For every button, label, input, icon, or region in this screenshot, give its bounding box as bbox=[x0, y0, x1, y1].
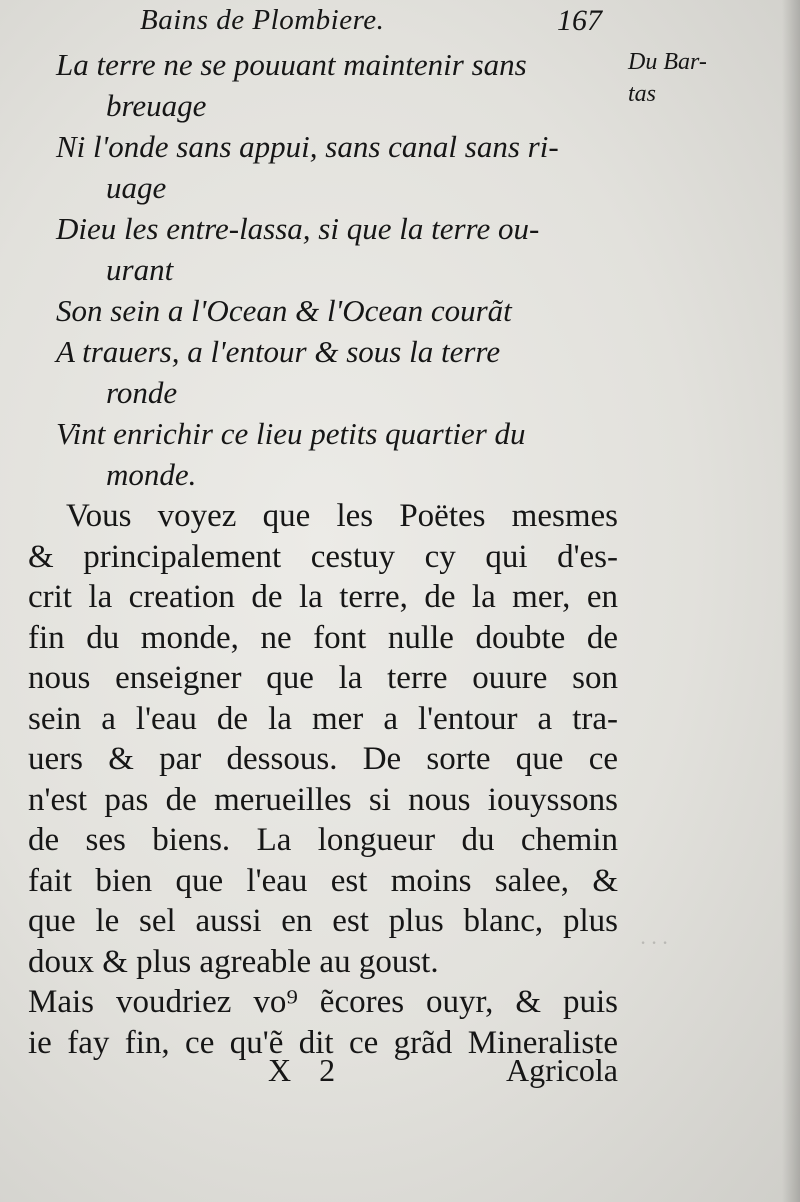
verse-line: ronde bbox=[106, 375, 178, 410]
page-gutter-shadow bbox=[782, 0, 800, 1202]
prose-line: Mais voudriez vo⁹ ẽcores ouyr, & puis bbox=[28, 984, 618, 1020]
page-header bbox=[140, 4, 610, 44]
verse-line: Vint enrichir ce lieu petits quartier du bbox=[56, 416, 526, 451]
prose-line: nous enseigner que la terre ouure son bbox=[28, 660, 618, 696]
verse-line: A trauers, a l'entour & sous la terre bbox=[56, 334, 501, 369]
prose-line: de ses biens. La longueur du chemin bbox=[28, 822, 618, 858]
verse-quotation bbox=[56, 44, 626, 495]
prose-line: & principalement cestuy cy qui d'es- bbox=[28, 538, 618, 575]
verse-line: uage bbox=[106, 170, 167, 205]
signature-mark: X 2 bbox=[268, 1052, 346, 1088]
prose-line: uers & par dessous. De sorte que ce bbox=[28, 741, 618, 777]
prose-line: fin du monde, ne font nulle doubte de bbox=[28, 619, 618, 656]
verse-line: Ni l'onde sans appui, sans canal sans ri- bbox=[56, 129, 559, 164]
catchword: Agricola bbox=[506, 1052, 618, 1088]
prose-line: crit la creation de la terre, de la mer, en bbox=[28, 579, 618, 615]
prose-line: sein a l'eau de la mer a l'entour a tra- bbox=[28, 700, 618, 737]
page-number: 167 bbox=[557, 4, 602, 37]
page-footer bbox=[258, 1052, 618, 1096]
verse-line: monde. bbox=[106, 457, 197, 492]
prose-line: n'est pas de merueilles si nous iouyssons bbox=[28, 781, 618, 818]
prose-line: doux & plus agreable au goust. bbox=[28, 943, 439, 980]
prose-line: Vous voyez que les Poëtes mesmes bbox=[66, 498, 618, 534]
verse-line: La terre ne se pouuant maintenir sans bbox=[56, 47, 527, 82]
prose-line: fait bien que l'eau est moins salee, & bbox=[28, 862, 618, 899]
verse-line: breuage bbox=[106, 88, 207, 123]
prose-paragraph bbox=[28, 496, 618, 1063]
verse-line: Dieu les entre-lassa, si que la terre ou- bbox=[56, 211, 540, 246]
verse-line: urant bbox=[106, 252, 174, 287]
show-through-text: · · · bbox=[640, 930, 668, 955]
verse-line: Son sein a l'Ocean & l'Ocean courãt bbox=[56, 293, 512, 328]
margin-note-line: tas bbox=[628, 81, 657, 107]
margin-note bbox=[628, 46, 758, 110]
prose-line: ie fay fin, ce qu'ẽ dit ce grãd Mineraliste bbox=[28, 1024, 618, 1061]
prose-line: que le sel aussi en est plus blanc, plus bbox=[28, 903, 618, 939]
running-head: Bains de Plombiere. bbox=[140, 4, 385, 36]
margin-note-line: Du Bar- bbox=[628, 49, 707, 75]
